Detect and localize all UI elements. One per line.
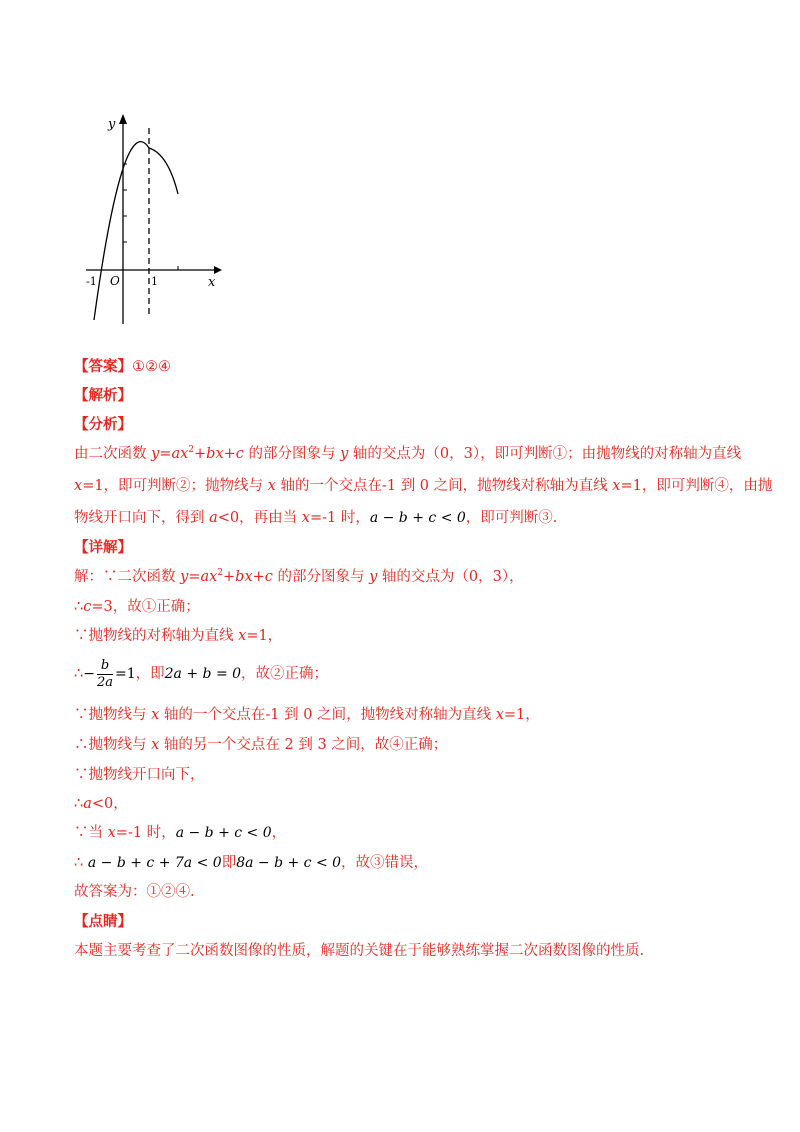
answer-heading: 【答案】	[74, 358, 132, 375]
fenxi-line-2: x=1，即可判断②；抛物线与 x 轴的一个交点在-1 到 0 之间，抛物线对称轴为直线 x=1，即可判断④，由抛	[74, 478, 773, 494]
detail-line-11: 故答案为：①②④.	[74, 884, 195, 900]
fenxi-heading: 【分析】	[74, 416, 132, 433]
answer-line	[74, 357, 171, 377]
detail-line-7: ∵抛物线开口向下，	[74, 767, 205, 783]
dianjing-text: 本题主要考查了二次函数图像的性质，解题的关键在于能够熟练掌握二次函数图像的性质.	[74, 943, 645, 959]
dianjing-heading: 【点睛】	[74, 913, 132, 930]
detail-line-9: ∵当 x=-1 时，a − b + c < 0，	[74, 825, 287, 841]
detail-line-6: ∴抛物线与 x 轴的另一个交点在 2 到 3 之间，故④正确；	[74, 737, 448, 753]
answer-text: ①②④	[132, 359, 171, 375]
parabola-graph	[82, 112, 222, 326]
tick-label-1: 1	[151, 275, 158, 288]
parabola-curve	[94, 142, 178, 320]
fenxi-line-3: 物线开口向下，得到 a<0，再由当 x=-1 时，a − b + c < 0，即可判断③.	[74, 510, 558, 526]
x-axis-arrow	[214, 266, 222, 274]
detail-line-8: ∴a<0，	[74, 796, 128, 812]
origin-label: O	[110, 274, 120, 288]
analysis-heading: 【解析】	[74, 387, 132, 404]
fraction-b-over-2a: $\frac{b}{2a}$	[96, 657, 113, 690]
y-axis-arrow	[119, 114, 127, 124]
x-label: x	[208, 275, 216, 290]
detail-line-4: ∴− $\frac{b}{2a}$ =1，即2a + b = 0，故②正确；	[74, 657, 329, 690]
detail-line-10: ∴ a − b + c + 7a < 0即8a − b + c < 0，故③错误，	[74, 855, 429, 871]
y-label: y	[108, 117, 116, 132]
fenxi-line-1: 由二次函数 $y=ax^2+bx+c$ 的部分图象与 y 轴的交点为（0，3），即可判断①；由抛物线的对称轴为直线	[74, 445, 742, 462]
detail-line-1: 解：∵二次函数 $y=ax^2+bx+c$ 的部分图象与 y 轴的交点为（0，3），	[74, 568, 524, 585]
tick-label-neg1: -1	[86, 275, 97, 288]
detail-heading: 【详解】	[74, 539, 132, 556]
detail-line-5: ∵抛物线与 x 轴的一个交点在-1 到 0 之间，抛物线对称轴为直线 x=1，	[74, 707, 540, 723]
detail-line-2: ∴c=3，故①正确；	[74, 599, 200, 615]
detail-line-3: ∵抛物线的对称轴为直线 x=1，	[74, 628, 283, 644]
